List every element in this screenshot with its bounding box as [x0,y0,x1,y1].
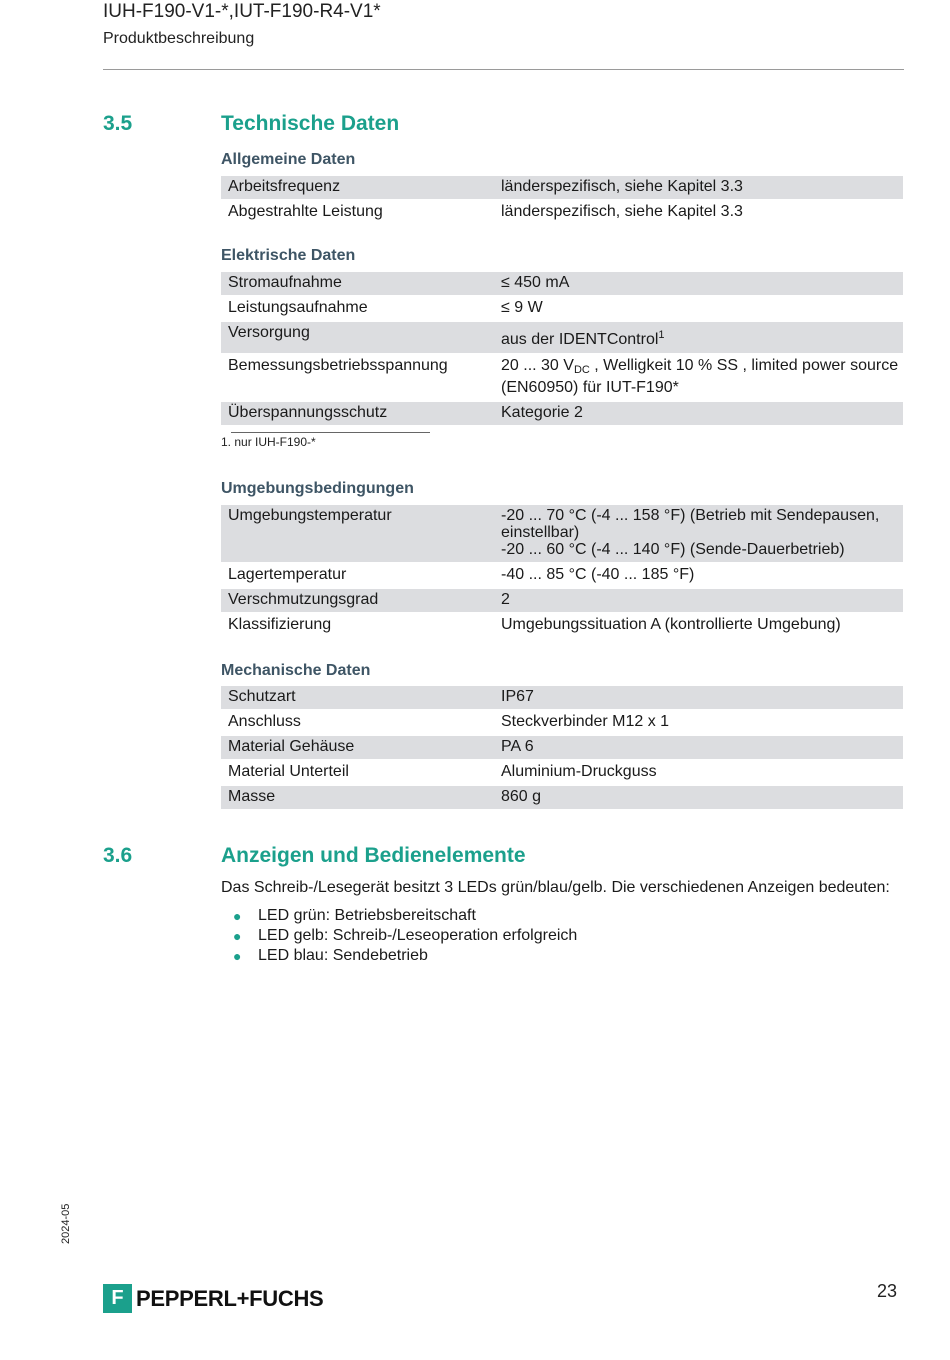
row-key: Bemessungsbetriebsspannung [228,357,448,374]
indicators-intro: Das Schreib-/Lesegerät besitzt 3 LEDs grün/blau/gelb. Die verschiedenen Anzeigen bedeuten: [221,879,890,896]
row-value: PA 6 [494,736,903,759]
pepperl-fuchs-logo-icon: F [103,1284,132,1313]
table-row [221,272,903,295]
row-key: Material Unterteil [228,763,349,780]
row-value: Kategorie 2 [494,402,903,425]
row-value: länderspezifisch, siehe Kapitel 3.3 [494,176,903,199]
row-key: Anschluss [228,713,301,730]
row-value: Umgebungssituation A (kontrollierte Umgebung) [501,616,841,633]
led-list [233,906,577,966]
row-key: Verschmutzungsgrad [221,589,494,612]
section-title-indicators: Anzeigen und Bedienelemente [221,844,526,867]
row-value [494,322,903,353]
row-key: Klassifizierung [228,616,332,633]
bullet-dot-icon: ● [233,948,242,964]
table-row [221,736,903,759]
table-row [221,201,903,224]
row-value [494,355,903,400]
footnote: 1. nur IUH-F190-* [221,435,316,449]
row-value: -40 ... 85 °C (-40 ... 185 °F) [501,566,695,583]
row-key: Abgestrahlte Leistung [228,203,383,220]
table-row [221,402,903,425]
environment-table [221,503,903,639]
subheading-mechanical-data: Mechanische Daten [221,662,371,679]
row-key: Schutzart [221,686,494,709]
table-row [221,711,903,734]
table-row [221,322,903,353]
table-row [221,589,903,612]
footnote-divider [231,432,430,433]
page-number: 23 [877,1281,898,1301]
subheading-electrical-data: Elektrische Daten [221,247,356,264]
table-row [221,505,903,562]
section-number-3-6: 3.6 [103,844,133,867]
row-value: Aluminium-Druckguss [501,763,657,780]
row-value: ≤ 9 W [501,299,543,316]
subheading-environment: Umgebungsbedingungen [221,480,414,497]
brand-name: PEPPERL+FUCHS [136,1285,324,1311]
subheading-general-data: Allgemeine Daten [221,151,356,168]
list-item [233,946,577,966]
row-value [494,505,903,562]
row-key: Material Gehäuse [221,736,494,759]
list-item [233,906,577,926]
list-item-text: LED grün: Betriebsbereitschaft [258,907,476,924]
bullet-dot-icon: ● [233,928,242,944]
list-item-text: LED gelb: Schreib-/Leseoperation erfolgreich [258,927,578,944]
row-key: Versorgung [221,322,494,353]
list-item-text: LED blau: Sendebetrieb [258,947,428,964]
operating-temp-line3: -20 ... 60 °C (-4 ... 140 °F) (Sende-Dauerbetrieb) [501,541,845,558]
row-value: ≤ 450 mA [494,272,903,295]
bullet-dot-icon: ● [233,908,242,924]
table-row [221,614,903,637]
document-title: IUH-F190-V1-*,IUT-F190-R4-V1* [103,1,381,22]
row-value: 860 g [494,786,903,809]
operating-temp-line2: einstellbar) [501,524,580,541]
general-data-table [221,174,903,226]
voltage-standard-text: (EN60950) für IUT-F190* [501,379,679,396]
table-row [221,176,903,199]
table-row [221,297,903,320]
voltage-range-text: 20 ... 30 V [501,357,574,374]
row-key: Stromaufnahme [221,272,494,295]
table-row [221,564,903,587]
section-title-technical-data: Technische Daten [221,112,400,135]
voltage-subscript: DC [573,364,590,376]
list-item [233,926,577,946]
voltage-ripple-text: , Welligkeit 10 % SS , limited power source [589,357,899,374]
table-row [221,355,903,400]
electrical-data-table [221,270,903,427]
row-value: Steckverbinder M12 x 1 [501,713,670,730]
supply-value-text: aus der IDENTControl [501,331,659,348]
footnote-marker: 1 [658,329,665,341]
revision-date: 2024-05 [60,1203,72,1244]
row-key: Arbeitsfrequenz [221,176,494,199]
header-divider [103,69,904,70]
table-row [221,761,903,784]
row-value: IP67 [494,686,903,709]
document-subtitle: Produktbeschreibung [103,30,255,47]
mechanical-data-table [221,684,903,811]
section-number-3-5: 3.5 [103,112,133,135]
row-key: Leistungsaufnahme [228,299,368,316]
brand-logo [103,1284,323,1313]
row-key: Masse [221,786,494,809]
row-key: Lagertemperatur [228,566,347,583]
table-row [221,686,903,709]
row-value: länderspezifisch, siehe Kapitel 3.3 [501,203,743,220]
row-value: 2 [494,589,903,612]
row-key: Umgebungstemperatur [221,505,494,562]
operating-temp-line1: -20 ... 70 °C (-4 ... 158 °F) (Betrieb mit Sendepausen, [501,507,880,524]
row-key: Überspannungsschutz [221,402,494,425]
table-row [221,786,903,809]
